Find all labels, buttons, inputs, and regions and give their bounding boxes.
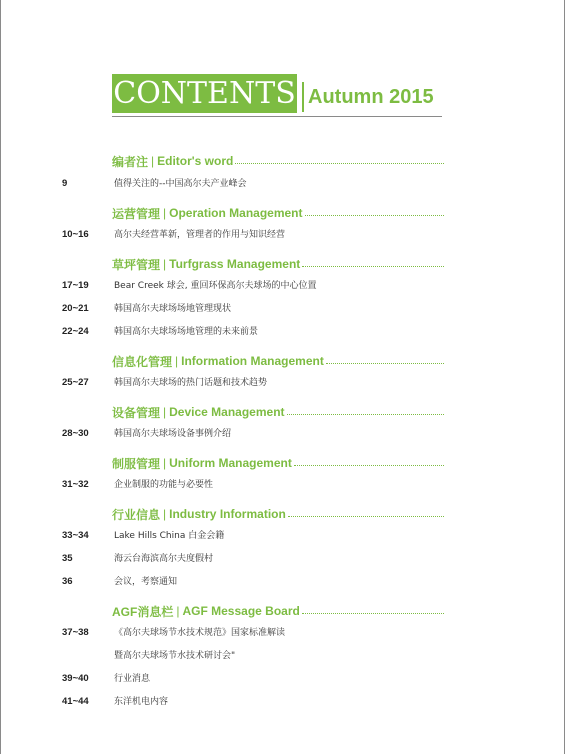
toc-entry[interactable] <box>0 529 565 543</box>
section-uniform-management <box>112 455 444 471</box>
section-device-management <box>112 404 444 420</box>
page-range: 31~32 <box>62 479 89 490</box>
toc-entry[interactable] <box>0 325 565 339</box>
page-range: 9 <box>62 178 68 189</box>
entry-title: 企业制服的功能与必要性 <box>114 480 214 490</box>
section-title-en: Device Management <box>169 405 285 419</box>
toc-entry[interactable] <box>0 228 565 242</box>
section-industry-information <box>112 506 444 522</box>
section-title-en: Information Management <box>181 354 324 368</box>
entry-title: 东洋机电内容 <box>114 697 169 707</box>
dotted-leader <box>287 414 444 415</box>
toc-entry[interactable] <box>0 552 565 566</box>
entry-title: 韩国高尔夫球场设备事例介绍 <box>114 429 232 439</box>
contents-banner <box>112 74 297 113</box>
entry-title: 值得关注的--中国高尔夫产业峰会 <box>114 179 247 189</box>
entry-title: 高尔夫经营革新，管理者的作用与知识经营 <box>114 230 286 240</box>
section-title-en: Industry Information <box>169 507 286 521</box>
dotted-leader <box>302 613 444 614</box>
section-title-en: Turfgrass Management <box>169 257 301 271</box>
page-range: 35 <box>62 553 73 564</box>
entry-title: 《高尔夫球场节水技术规范》国家标准解读 <box>114 628 286 638</box>
page-range: 22~24 <box>62 326 89 337</box>
page-range: 10~16 <box>62 229 89 240</box>
entry-title: 会议，考察通知 <box>114 577 178 587</box>
section-separator: | <box>151 154 155 168</box>
issue-season: Autumn 2015 <box>308 86 434 108</box>
section-title-en: AGF Message Board <box>182 604 300 618</box>
toc-entry[interactable] <box>0 302 565 316</box>
entry-title: 海云台海滨高尔夫度假村 <box>114 554 214 564</box>
section-agf-message-board <box>112 603 444 619</box>
toc-entry[interactable] <box>0 695 565 709</box>
section-title-cn: 草坪管理 <box>112 257 161 272</box>
entry-title: 韩国高尔夫球场场地管理现状 <box>114 304 232 314</box>
toc-entry[interactable] <box>0 376 565 390</box>
page-range: 37~38 <box>62 627 89 638</box>
dotted-leader <box>326 363 444 364</box>
toc-entry[interactable] <box>0 478 565 492</box>
page-range: 20~21 <box>62 303 89 314</box>
section-separator: | <box>163 257 167 271</box>
header-divider <box>302 82 304 112</box>
section-operation-management <box>112 205 444 221</box>
section-title-cn: 制服管理 <box>112 456 161 471</box>
entry-title: 行业消息 <box>114 674 151 684</box>
entry-title: 韩国高尔夫球场场地管理的未来前景 <box>114 327 259 337</box>
entry-title: Lake Hills China 白金会籍 <box>114 531 225 541</box>
page-range: 39~40 <box>62 673 89 684</box>
section-separator: | <box>163 507 167 521</box>
section-title-en: Editor's word <box>157 154 234 168</box>
page-range: 28~30 <box>62 428 89 439</box>
section-title-cn: 设备管理 <box>112 405 161 420</box>
page-range: 33~34 <box>62 530 89 541</box>
section-title-en: Operation Management <box>169 206 303 220</box>
page-range: 25~27 <box>62 377 89 388</box>
entry-title: 暨高尔夫球场节水技术研讨会" <box>114 651 236 661</box>
section-title-cn: 信息化管理 <box>112 354 173 369</box>
section-title-en: Uniform Management <box>169 456 292 470</box>
dotted-leader <box>288 516 444 517</box>
toc-entry[interactable] <box>0 427 565 441</box>
page-range: 17~19 <box>62 280 89 291</box>
page-range: 36 <box>62 576 73 587</box>
contents-label: CONTENTS <box>113 76 296 111</box>
toc-entry[interactable] <box>0 177 565 191</box>
toc-entry[interactable] <box>0 575 565 589</box>
section-separator: | <box>163 405 167 419</box>
toc-entry[interactable] <box>0 626 565 640</box>
section-information-management <box>112 353 444 369</box>
section-title-cn: 运营管理 <box>112 206 161 221</box>
page-range: 41~44 <box>62 696 89 707</box>
section-title-cn: AGF消息栏 <box>112 604 174 619</box>
toc-entry[interactable] <box>0 672 565 686</box>
section-separator: | <box>175 354 179 368</box>
entry-title: 韩国高尔夫球场的热门话题和技术趋势 <box>114 378 268 388</box>
contents-header <box>112 74 442 120</box>
toc-entry[interactable] <box>0 279 565 293</box>
dotted-leader <box>305 215 445 216</box>
dotted-leader <box>302 266 444 267</box>
section-separator: | <box>176 604 180 618</box>
dotted-leader <box>235 163 444 164</box>
section-separator: | <box>163 206 167 220</box>
section-title-cn: 行业信息 <box>112 507 161 522</box>
section-editors-word <box>112 153 444 169</box>
section-separator: | <box>163 456 167 470</box>
entry-title: Bear Creek 球会, 重回环保高尔夫球场的中心位置 <box>114 281 317 291</box>
section-turfgrass-management <box>112 256 444 272</box>
toc-entry-continuation[interactable] <box>0 649 565 663</box>
header-rule <box>112 116 442 117</box>
dotted-leader <box>294 465 444 466</box>
section-title-cn: 编者注 <box>112 154 149 169</box>
